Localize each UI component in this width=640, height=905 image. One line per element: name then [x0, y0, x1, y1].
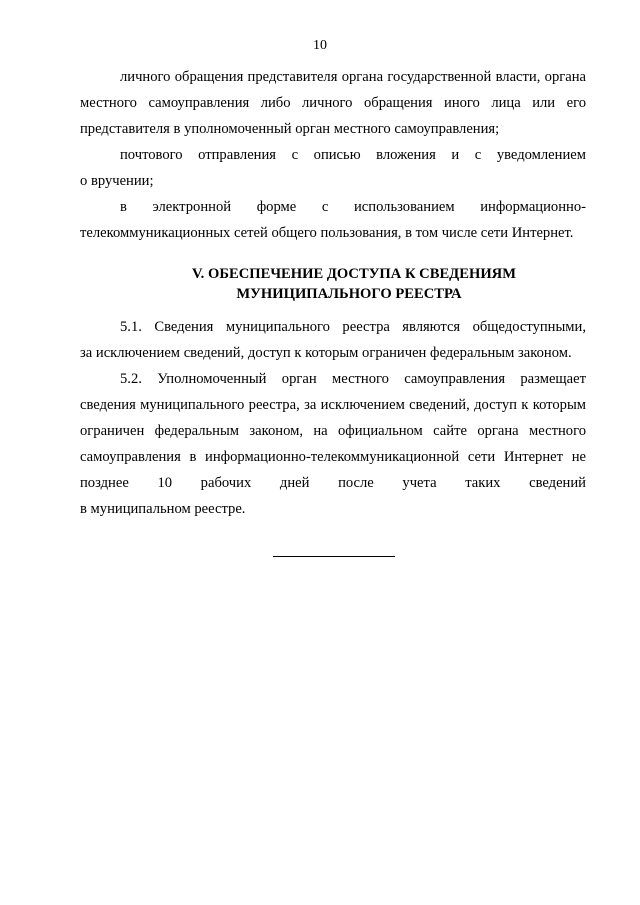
section-heading-line2: МУНИЦИПАЛЬНОГО РЕЕСТРА: [236, 286, 462, 302]
paragraph-line-rest: телекоммуникационных сетей общего пользования, в том числе сети Интернет.: [80, 225, 574, 241]
paragraph-line-first: 5.2. Уполномоченный орган местного самоуправления размещает: [120, 371, 586, 387]
paragraph-line-rest: сведения муниципального реестра, за исключением сведений, доступ к которым ограничен федеральным законом, на официальном сайте органа местного самоуправления в информационно-телекоммуникационной сети Интернет не позднее 10 рабочих дней после учета таких сведений: [80, 397, 586, 491]
paragraph-line-first: личного обращения представителя органа государственной власти, органа: [120, 69, 586, 85]
paragraph-electronic: [80, 194, 586, 246]
paragraph-5-1: [80, 314, 586, 366]
paragraph-line-rest: за исключением сведений, доступ к которым ограничен федеральным законом.: [80, 345, 572, 361]
section-heading-line1: V. ОБЕСПЕЧЕНИЕ ДОСТУПА К СВЕДЕНИЯМ: [192, 266, 516, 282]
paragraph-personal-appeal: [80, 64, 586, 142]
list-continuation: [80, 64, 586, 246]
paragraph-line-first: 5.1. Сведения муниципального реестра являются общедоступными,: [120, 319, 586, 335]
paragraph-line-first: в электронной форме с использованием информационно-: [120, 199, 586, 215]
paragraph-line-last: в муниципальном реестре.: [80, 501, 246, 517]
section-heading: [80, 264, 586, 304]
page-number: 10: [313, 38, 327, 53]
paragraph-line-rest: о вручении;: [80, 173, 154, 189]
end-divider-line: [273, 556, 395, 557]
section-body: [80, 314, 586, 522]
paragraph-postal: [80, 142, 586, 194]
paragraph-line-first: почтового отправления с описью вложения и с уведомлением: [120, 147, 586, 163]
section-heading-block: [80, 264, 586, 304]
paragraph-5-2: [80, 366, 586, 522]
paragraph-line-rest: местного самоуправления либо личного обращения иного лица или его представителя в уполномоченный орган местного самоуправления;: [80, 95, 586, 137]
